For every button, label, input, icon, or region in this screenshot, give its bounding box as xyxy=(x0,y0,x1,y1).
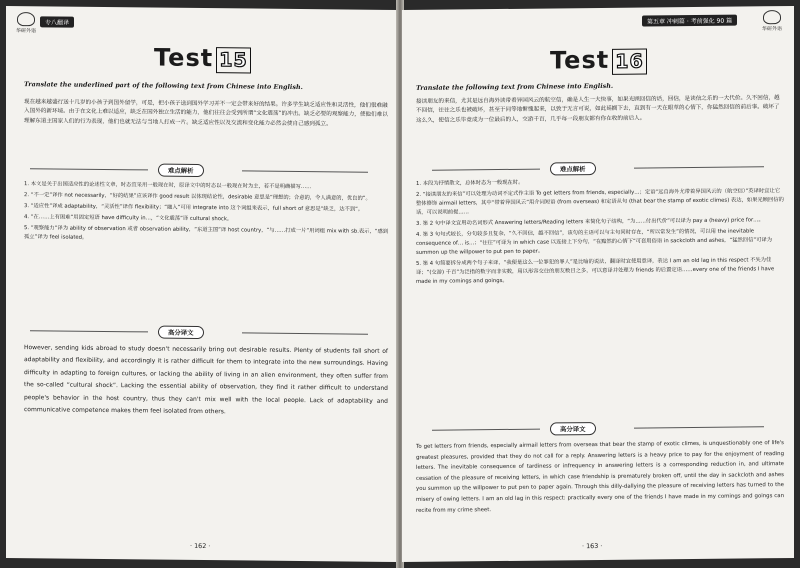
note-item: 3. “适应性”译成 adaptability，“灵活性”译作 flexibility；“融入”可用 integrate into 这个词组来表示，full short of 意思是“缺乏，达不到”。 xyxy=(24,203,364,213)
note-item: 1. 本文是关于出国适应性的论述性文章，时态宜采用一般现在时，原译文中的时态以一般现在时为主，若不是明确描写…… xyxy=(24,181,312,191)
note-item: 5. 第 4 句简要拆分成两个句子来译，“我便是这么一位罪犯的罪人”是比喻的说法，翻译时宜使用意译，表达 I am an old lag in this respect 不失为佳译；“(交游) 千百”为泛指的数字而非实数，用以形容交往的朋友数目之多，可以意译并处理为 friends 的后置定语……every one of the friends I have made in my comings and goings。 xyxy=(416,257,775,285)
version-heading: 高分译文 xyxy=(550,422,596,435)
left-page xyxy=(6,6,398,562)
divider xyxy=(634,166,764,168)
note-item: 1. 本段为抒情散文，总体时态为一般现在时。 xyxy=(416,179,524,187)
divider xyxy=(432,169,540,171)
note-item: 5. “观察能力”译为 ability of observation 或者 observation ability，“东道主国”译 host country，“与……打成一片”用词组 mix with sb.表示，“感到孤立”译为 feel isolated。 xyxy=(24,225,389,241)
publisher-logo: 华研外语 xyxy=(762,10,782,32)
test-title: Test 15 xyxy=(154,43,251,73)
page-number: · 162 · xyxy=(190,541,211,551)
divider xyxy=(432,429,540,431)
divider xyxy=(242,332,368,334)
version-heading: 高分译文 xyxy=(158,326,204,339)
test-number: 15 xyxy=(216,47,250,73)
note-item: 2. “不一定”译作 not necessarily，“好的结果”应该译作 good result 以体现结论性，desirable 意思是“理想的；合意的，令人满意的，优良的”。 xyxy=(24,192,371,202)
note-item: 4. 第 3 句句式较长，分句较多且复杂，“久不回信，越不回信”，该句的主语可以与主句同时存在，“所以常发生”的情况，可以用 the inevitable consequence of… is…；“往往”可译为 in which case 以连接上下分句，“在黯然的心情下”可套用俗语 in sackcloth and ashes，“猛然回信”可译为 summon up the willpower to put pen to paper。 xyxy=(416,228,773,256)
test-number: 16 xyxy=(612,48,646,74)
test-title: Test 16 xyxy=(550,45,647,75)
section-tag: 专八翻译 xyxy=(40,16,74,27)
section-tag: 第五章 冲刺篇 · 考前强化 90 篇 xyxy=(642,15,737,27)
divider xyxy=(30,330,148,332)
divider xyxy=(242,170,368,172)
instruction: Translate the following text from Chinese into English. xyxy=(416,81,614,92)
instruction: Translate the underlined part of the following text from Chinese into English. xyxy=(24,80,303,92)
chinese-passage: 现在越来越盛行送十几岁的小孩子到国外留学，可是，把小孩子送到国外学习并不一定会带来好的结果。许多学生缺乏适应性和灵活性，他们很难融入国外的新环境。由于在文化上难以适应，缺乏在国外独立生活的能力，他们往往会受到所谓“文化震荡”的冲击。缺乏必要的观察能力，使他们难以理解东道主国家人们的行为表现，他们也就无法与当地人打成一片。缺乏适应性以及交流和变化能力必然会使自己感到孤立。 xyxy=(24,99,388,128)
note-item: 3. 第 2 句中译文宜用动名词形式 Answering letters/Reading letters 来简化句子结构，“为……付出代价”可以译为 pay a (heavy) price for…。 xyxy=(416,217,764,227)
english-translation: However, sending kids abroad to study doesn't necessarily bring out desirable results. Plenty of students fall short of adaptability and flexibility, and accordingly it is rather difficult for them to integrate into the new surroundings. Having difficulty in adapting to foreign cultures, or lacking the ability of living in an alien environment, they often suffer from the so-called “cultural shock”. Lacking the essential ability of observation, they find it rather difficult to understand people's behavior in the host country, thus they can't mix well with the local people. Lack of adaptability and communicative competence makes them feel isolated from others. xyxy=(24,344,388,416)
page-number: · 163 · xyxy=(582,541,603,551)
english-translation: To get letters from friends, especially airmail letters from overseas that bear the stamp of exotic climes, is unquestionably one of life's greatest pleasures, provided that they do not call for a reply. Answering letters is a heavy price to pay for the enjoyment of reading letters. The inevitable consequence of tardiness or infrequency in answering letters is a corresponding reduction in, and ultimate cessation of the pleasure of receiving letters, in which case friendship is prematurely broken off, until the day in sackcloth and ashes you summon up the willpower to put pen to paper again. Through this dilly-dallying the pleasure of receiving letters has turned to the misery of owing letters. I am an old lag in this respect: practically every one of the friends I have made in my comings and goings can recite from my crime sheet. xyxy=(416,440,784,514)
divider xyxy=(634,426,764,428)
notes-heading: 难点解析 xyxy=(550,162,596,175)
note-item: 2. “接读朋友的来信”可以处理为动词不定式作主语 To get letters from friends, especially…；定语“远自海外尤带着异国风云的（航空信）”英译时宜让它整体修饰 airmail letters，其中“带着异国风云”用介词短语 (from overseas) 和定语从句 (that bear the stamp of exotic climes) 表达，如果光顾回信的话，可以说明前提…… xyxy=(416,188,784,216)
divider xyxy=(30,168,148,170)
notes-list xyxy=(416,176,784,289)
notes-heading: 难点解析 xyxy=(158,164,204,177)
notes-list xyxy=(24,180,390,248)
logo-icon xyxy=(763,10,781,24)
chinese-passage: 接读朋友的来信，尤其是远自海外读带着异国风云的航空信，确是人生一大快事，如果光顾回信的话，回信，是读信之乐的一大代价。久不回信，越不回信，往往之乐也被破坏，甚至于同等地惭愧起来，以致于无言可说，如此延搁下去，直到有一天在眼萃的心情下，你猛然回信的前后事。破坏了这么久，使信之乐毕竟成为一位最后的人，交游千百，几乎每一段朋友都有你在收的前后人。 xyxy=(416,95,780,124)
note-item: 4. “在……上有困难”用固定短语 have difficulty in…，“文化震荡”译 cultural shock。 xyxy=(24,214,233,223)
publisher-logo: 华研外语 xyxy=(16,12,36,34)
logo-icon xyxy=(17,12,35,26)
right-page xyxy=(402,6,794,562)
